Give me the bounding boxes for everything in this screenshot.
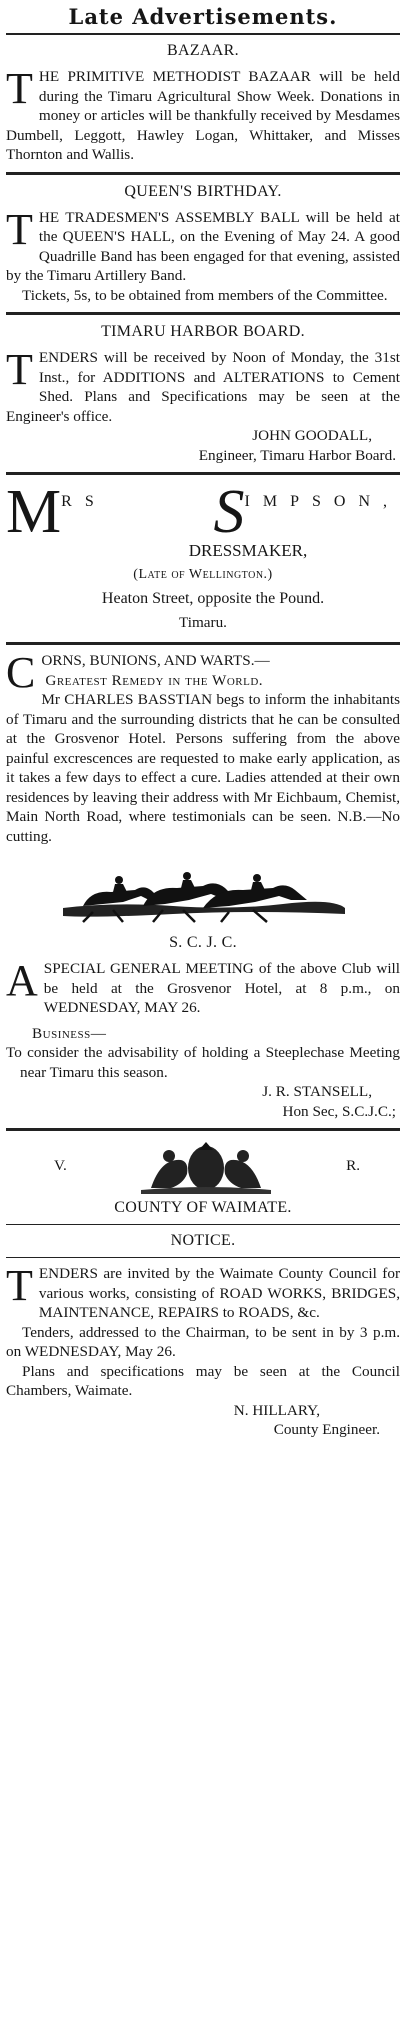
late-of: (Late of Wellington.) xyxy=(133,567,273,582)
business-text: To consider the advisability of holding a Steeplechase Meeting near Timaru this season. xyxy=(6,1044,400,1081)
ad-heading: BAZAAR. xyxy=(167,42,239,59)
ad-tickets: Tickets, 5s, to be obtained from members of the Committee. xyxy=(22,286,388,304)
drop-cap: C xyxy=(6,648,36,697)
ad-simpson xyxy=(6,477,400,635)
ad-harbor-board xyxy=(6,321,400,465)
signature-name: N. HILLARY, xyxy=(233,1401,320,1419)
divider xyxy=(6,1128,400,1131)
trade: DRESSMAKER, xyxy=(188,541,308,560)
business-label: Business— xyxy=(32,1024,107,1042)
royal-coat-of-arms-emblem xyxy=(121,1138,291,1194)
ad-body xyxy=(6,345,400,426)
ad-queens-birthday xyxy=(6,181,400,306)
racehorses-engraving xyxy=(53,856,353,926)
ad-waimate xyxy=(6,1137,400,1440)
divider xyxy=(6,1257,400,1258)
ad-title: CORNS, BUNIONS, AND WARTS.— Greatest Remedy in the World. xyxy=(6,648,270,697)
ad-bazaar xyxy=(6,40,400,165)
divider xyxy=(6,1224,400,1225)
name-simpson: SIMPSON, xyxy=(213,477,400,546)
divider xyxy=(6,642,400,645)
ad-text: ENDERS are invited by the Waimate County Council for various works, consisting of ROAD WORKS, BRIDGES, MAINTENANCE, REPAIRS to ROADS, &c. xyxy=(38,1265,400,1321)
ad-text: Mr CHARLES BASSTIAN begs to inform the inhabitants of Timaru and the surrounding districts that he can be consulted at the Grosvenor Hotel. Persons suffering from the above painful excrescences are requested to make early application, as it takes a few days to effect a cure. Ladies attended at their own residences by leaving their address with Mr Eichbaum, Chemist, Main North Road, where testimonials can be seen. N.B.—No cutting. xyxy=(6,691,400,845)
name-mrs: MRS xyxy=(6,477,107,546)
crest-letter-left: V. xyxy=(54,1157,67,1175)
divider xyxy=(6,472,400,475)
signature-name: J. R. STANSELL, xyxy=(262,1083,372,1100)
town: Timaru. xyxy=(179,614,227,631)
ad-text: HE TRADESMEN'S ASSEMBLY BALL will be held at the QUEEN'S HALL, on the Evening of May 24. A good Quadrille Band has been engaged for that evening, assisted by the Timaru Artillery Band. xyxy=(6,208,400,284)
ad-text-3: Plans and specifications may be seen at the Council Chambers, Waimate. xyxy=(6,1362,400,1399)
ad-text: HE PRIMITIVE METHODIST BAZAAR will be held during the Timaru Agricultural Show Week. Donations in money or articles will be thankfully received by Mesdames Dumbell, Leggott, Hawley Logan, Whittaker, and Misses Thornton and Wallis. xyxy=(6,68,400,163)
ad-text: SPECIAL GENERAL MEETING of the above Club will be held at the Grosvenor Hotel, at 8 p.m., on WEDNESDAY, MAY 26. xyxy=(43,960,400,1016)
ad-body xyxy=(6,1261,400,1323)
ad-heading: QUEEN'S BIRTHDAY. xyxy=(124,182,282,200)
drop-cap: T xyxy=(6,204,33,254)
ad-body xyxy=(6,204,400,286)
ad-text-2: Tenders, addressed to the Chairman, to be sent in by 3 p.m. on WEDNESDAY, May 26. xyxy=(6,1323,400,1360)
drop-cap: T xyxy=(6,1261,33,1310)
ad-body xyxy=(6,64,400,165)
divider xyxy=(6,312,400,315)
drop-cap: T xyxy=(6,345,33,394)
ad-body xyxy=(6,956,400,1018)
masthead: Late Advertisements. xyxy=(6,0,400,35)
signature-title: Hon Sec, S.C.J.C.; xyxy=(282,1102,396,1120)
crest-letter-right: R. xyxy=(346,1157,360,1175)
ad-heading: S. C. J. C. xyxy=(169,934,237,951)
ad-text: ENDERS will be received by Noon of Monday, the 31st Inst., for ADDITIONS and ALTERATIONS to Cement Shed. Plans and Specifications may be seen at the Engineer's office. xyxy=(6,349,400,425)
drop-cap: A xyxy=(6,956,38,1005)
simpson-name-line xyxy=(6,477,400,546)
signature-title: County Engineer. xyxy=(273,1421,380,1438)
ad-subheading: NOTICE. xyxy=(170,1232,236,1249)
divider xyxy=(6,172,400,175)
signature-title: Engineer, Timaru Harbor Board. xyxy=(198,446,396,464)
signature-name: JOHN GOODALL, xyxy=(252,427,372,444)
ad-corns xyxy=(6,648,400,846)
address: Heaton Street, opposite the Pound. xyxy=(101,590,325,607)
ad-subtitle: Greatest Remedy in the World. xyxy=(45,671,264,689)
ad-heading: TIMARU HARBOR BOARD. xyxy=(101,323,305,340)
drop-cap: T xyxy=(6,64,33,113)
ad-scjc xyxy=(6,932,400,1121)
royal-crest-row xyxy=(6,1137,400,1195)
ad-heading: COUNTY OF WAIMATE. xyxy=(114,1199,292,1216)
